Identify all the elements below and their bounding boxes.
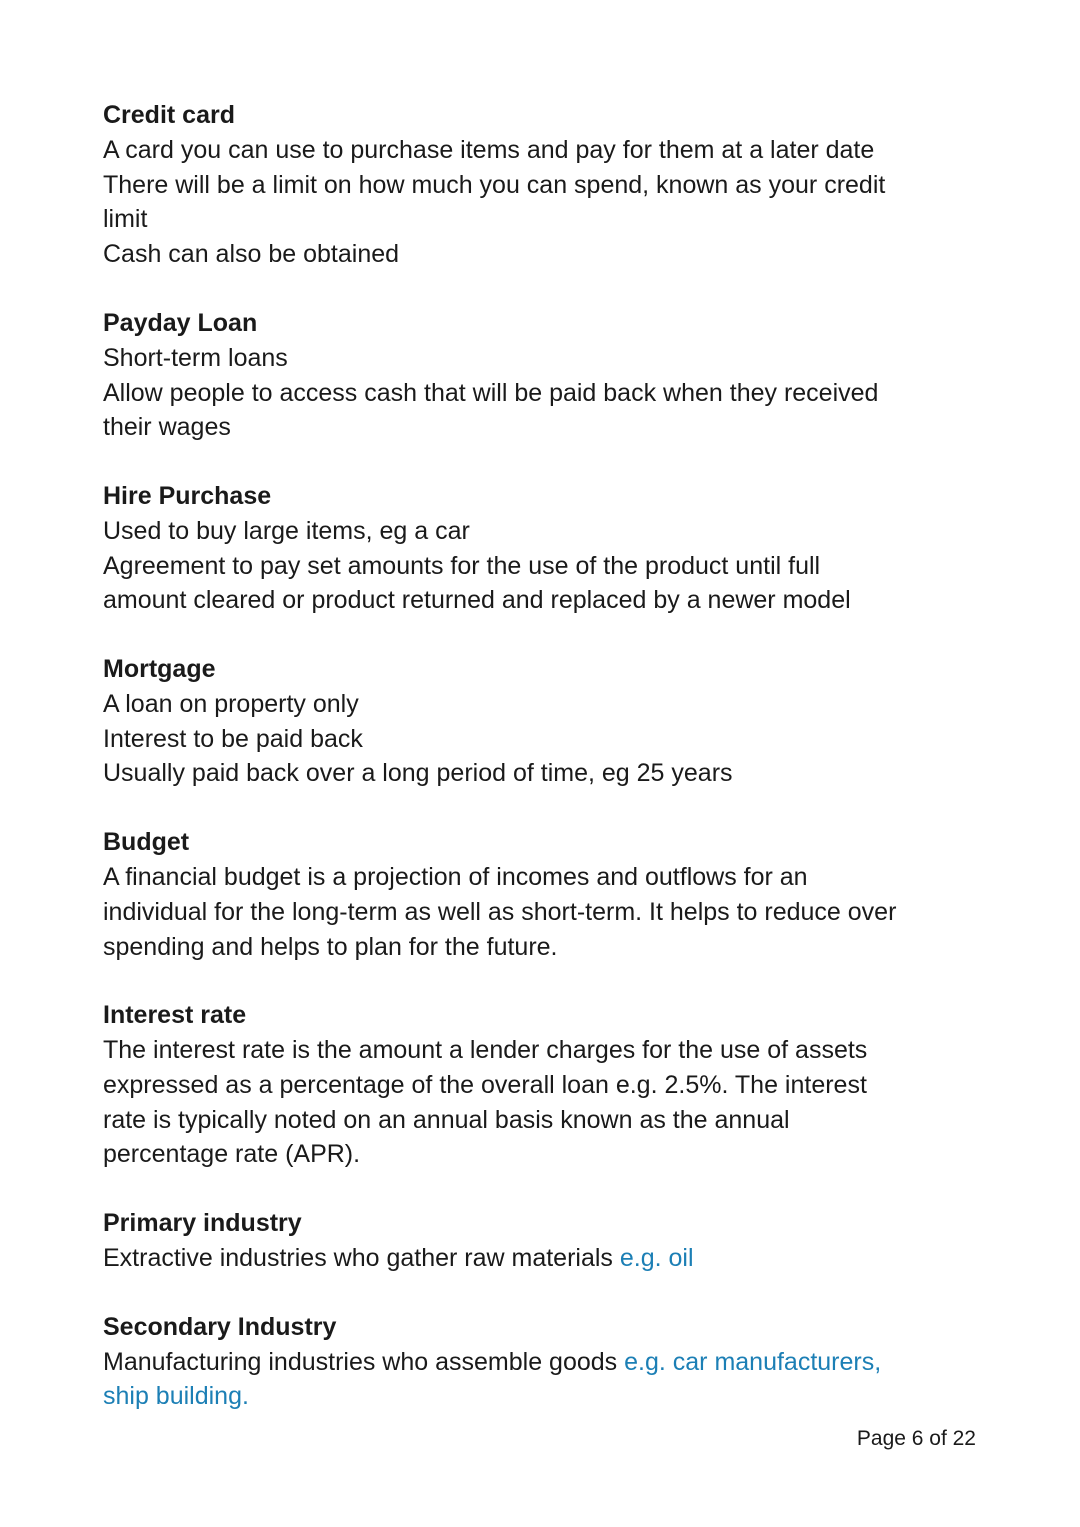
section-budget — [103, 825, 933, 964]
primary-industry-text: Extractive industries who gather raw materials — [103, 1244, 620, 1273]
text-line: spending and helps to plan for the future. — [103, 932, 558, 961]
secondary-industry-example: e.g. car manufacturers, — [624, 1347, 882, 1376]
text-line: Cash can also be obtained — [103, 240, 400, 269]
text-line: Agreement to pay set amounts for the use of the product until full — [103, 551, 821, 580]
text-line: expressed as a percentage of the overall loan e.g. 2.5%. The interest — [103, 1070, 867, 1099]
text-line: A loan on property only — [103, 690, 359, 719]
text-line: limit — [103, 205, 148, 234]
section-secondary-industry — [103, 1310, 933, 1414]
text-line — [103, 1241, 933, 1276]
secondary-industry-text: Manufacturing industries who assemble goods — [103, 1347, 625, 1376]
text-line: percentage rate (APR). — [103, 1140, 361, 1169]
body-hire-purchase — [103, 514, 933, 618]
heading-secondary-industry: Secondary Industry — [103, 1312, 337, 1341]
body-credit-card — [103, 133, 933, 272]
heading-payday-loan: Payday Loan — [103, 308, 258, 337]
heading-hire-purchase: Hire Purchase — [103, 481, 272, 510]
text-line: rate is typically noted on an annual basis known as the annual — [103, 1105, 790, 1134]
text-line: individual for the long-term as well as short-term. It helps to reduce over — [103, 897, 897, 926]
section-mortgage — [103, 652, 933, 791]
document-content — [103, 98, 933, 1448]
heading-primary-industry: Primary industry — [103, 1209, 302, 1238]
section-payday-loan — [103, 306, 933, 445]
heading-interest-rate: Interest rate — [103, 1001, 247, 1030]
section-credit-card — [103, 98, 933, 272]
section-primary-industry — [103, 1206, 933, 1276]
text-line: their wages — [103, 413, 231, 442]
body-interest-rate — [103, 1033, 933, 1172]
text-line: amount cleared or product returned and replaced by a newer model — [103, 586, 851, 615]
text-line: There will be a limit on how much you can spend, known as your credit — [103, 170, 886, 199]
primary-industry-example: e.g. oil — [619, 1244, 694, 1273]
text-line: Used to buy large items, eg a car — [103, 516, 470, 545]
text-line: Short-term loans — [103, 343, 288, 372]
text-line: The interest rate is the amount a lender charges for the use of assets — [103, 1036, 868, 1065]
text-line: Allow people to access cash that will be paid back when they received — [103, 378, 879, 407]
body-mortgage — [103, 687, 933, 791]
body-secondary-industry — [103, 1345, 933, 1414]
heading-budget: Budget — [103, 828, 190, 857]
text-line: A card you can use to purchase items and pay for them at a later date — [103, 136, 875, 164]
heading-credit-card: Credit card — [103, 101, 235, 129]
text-line: A financial budget is a projection of incomes and outflows for an — [103, 863, 808, 892]
text-line: Usually paid back over a long period of time, eg 25 years — [103, 759, 733, 788]
page-number: Page 6 of 22 — [856, 1427, 976, 1450]
text-line: Interest to be paid back — [103, 724, 363, 753]
body-payday-loan — [103, 341, 933, 445]
heading-mortgage: Mortgage — [103, 655, 216, 684]
section-interest-rate — [103, 998, 933, 1172]
secondary-industry-example-continued: ship building. — [103, 1382, 249, 1411]
section-hire-purchase — [103, 479, 933, 618]
body-budget — [103, 860, 933, 964]
text-line — [103, 1345, 933, 1380]
body-primary-industry — [103, 1241, 933, 1276]
